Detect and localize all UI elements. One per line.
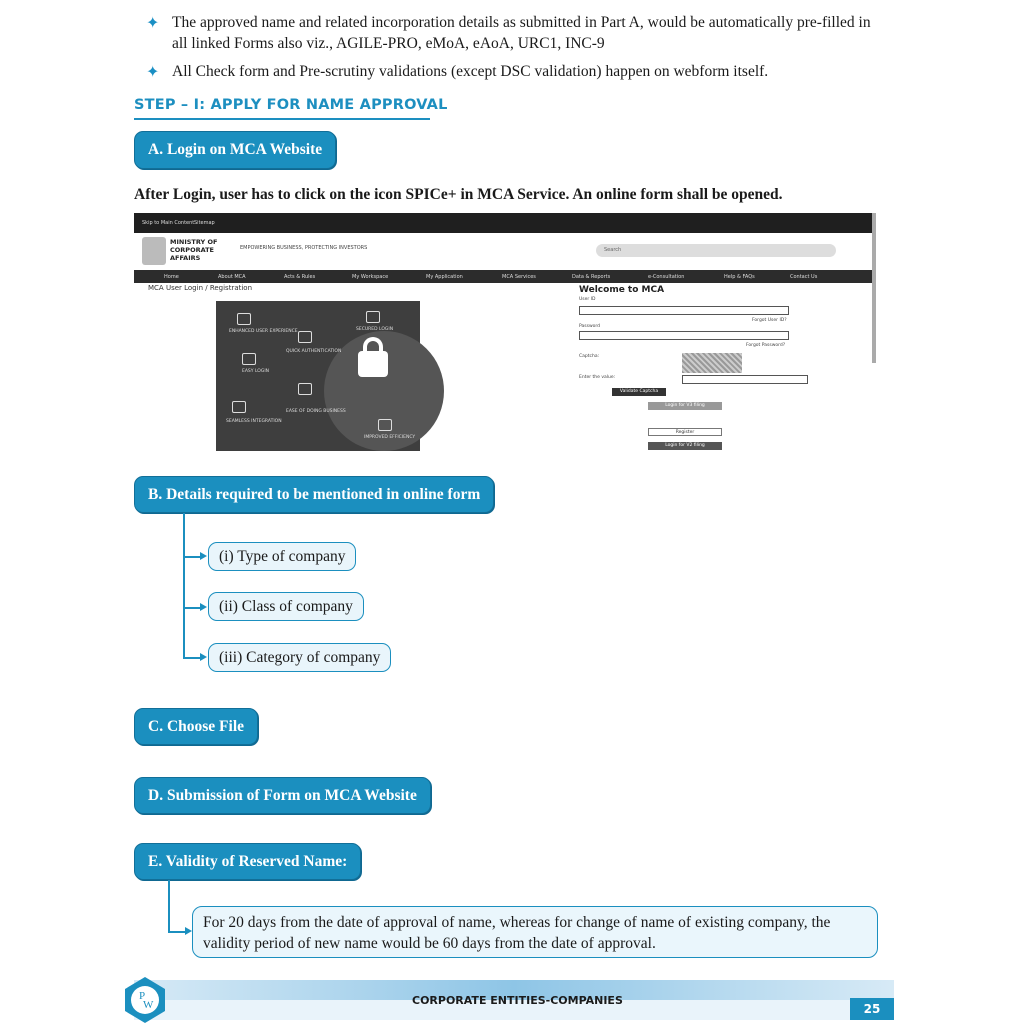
section-d-heading: D. Submission of Form on MCA Website — [134, 777, 431, 814]
shield-icon — [366, 311, 380, 323]
sitemap-link: Sitemap — [194, 220, 215, 226]
screenshot-navbar: Home About MCA Acts & Rules My Workspace My Application MCA Services Data & Reports e-Consultation Help & FAQs Contact Us — [134, 270, 876, 283]
after-login-text: After Login, user has to click on the icon SPICe+ in MCA Service. An online form shall be opened. — [134, 186, 783, 203]
details-item: (ii) Class of company — [208, 592, 364, 621]
lock-icon — [358, 351, 388, 377]
arrow-right-icon — [200, 552, 207, 560]
section-b-heading: B. Details required to be mentioned in online form — [134, 476, 494, 513]
section-e-heading: E. Validity of Reserved Name: — [134, 843, 361, 880]
details-item: (i) Type of company — [208, 542, 356, 571]
star-bullet-icon: ✦ — [146, 64, 160, 81]
arrow-right-icon — [185, 927, 192, 935]
screenshot-topbar — [134, 213, 876, 233]
integration-icon — [232, 401, 246, 413]
section-a-heading: A. Login on MCA Website — [134, 131, 336, 169]
mail-icon — [298, 331, 312, 343]
login-v2-button: Login for V2 filing — [648, 442, 722, 450]
register-button: Register — [648, 428, 722, 436]
validate-captcha-button: Validate Captcha — [612, 388, 666, 396]
emblem-icon — [142, 237, 166, 265]
validity-note: For 20 days from the date of approval of name, whereas for change of name of existing company, the validity period of new name would be 60 days from the date of approval. — [192, 906, 878, 958]
arrow-right-icon — [200, 603, 207, 611]
section-c-heading: C. Choose File — [134, 708, 258, 745]
connector-line — [183, 607, 201, 609]
gear-icon — [298, 383, 312, 395]
registration-heading: MCA User Login / Registration — [148, 284, 253, 292]
details-item: (iii) Category of company — [208, 643, 391, 672]
footer-title: CORPORATE ENTITIES-COMPANIES — [412, 994, 623, 1007]
svg-text:P: P — [139, 990, 146, 1002]
user-id-field — [579, 306, 789, 315]
password-field — [579, 331, 789, 340]
page-number: 25 — [850, 998, 894, 1020]
connector-line — [168, 931, 186, 933]
login-v3-button: Login for V3 filing — [648, 402, 722, 410]
skip-link: Skip to Main Content — [142, 220, 195, 226]
step-title: STEP – I: APPLY FOR NAME APPROVAL — [134, 97, 448, 113]
connector-line — [183, 556, 201, 558]
captcha-field — [682, 375, 808, 384]
screenshot-search: Search — [596, 244, 836, 257]
step-underline — [134, 118, 430, 120]
star-bullet-icon: ✦ — [146, 15, 160, 32]
connector-line — [183, 657, 201, 659]
screenshot-scrollbar — [872, 213, 876, 363]
captcha-image — [682, 353, 742, 373]
bullet-item — [146, 61, 886, 82]
pw-logo-icon — [120, 975, 170, 1024]
mca-login-screenshot: Skip to Main Content Sitemap MINISTRY OF CORPORATE AFFAIRS EMPOWERING BUSINESS, PROTECTING INVESTORS Search Home About MCA Acts & Rules My Workspace My Application MCA Services Data & Reports e-Consultation Help & FAQs Contact Us MCA User Login / Registration ENHANCED USER EXPERIENCE SECURED LOGIN QUICK AUTHENTICATION EASY LOGIN EASE OF DOING BUSINESS SEAMLESS INTEGRATION IMPROVED EFFICIENCY Welcome to MCA User ID Forgot User ID? Password Forgot Password? Captcha: Enter the value: Validate Captcha Login for V3 filing Register Login for V2 filing — [134, 213, 876, 458]
users-icon — [237, 313, 251, 325]
welcome-title: Welcome to MCA — [579, 285, 665, 295]
bullet-item — [146, 12, 886, 54]
connector-line — [168, 880, 170, 932]
page-footer — [134, 980, 894, 1020]
bullet-text: All Check form and Pre-scrutiny validations (except DSC validation) happen on webform itself. — [172, 63, 769, 80]
bullet-text: The approved name and related incorporation details as submitted in Part A, would be automatically pre-filled in all linked Forms also viz., AGILE-PRO, eMoA, eAoA, URC1, INC-9 — [172, 14, 871, 52]
connector-line — [183, 513, 185, 657]
login-icon — [242, 353, 256, 365]
ministry-logo-text: MINISTRY OF CORPORATE AFFAIRS — [170, 238, 218, 262]
efficiency-icon — [378, 419, 392, 431]
tagline: EMPOWERING BUSINESS, PROTECTING INVESTORS — [240, 245, 368, 251]
arrow-right-icon — [200, 653, 207, 661]
panel-circle — [324, 331, 444, 451]
svg-text:W: W — [143, 999, 154, 1011]
